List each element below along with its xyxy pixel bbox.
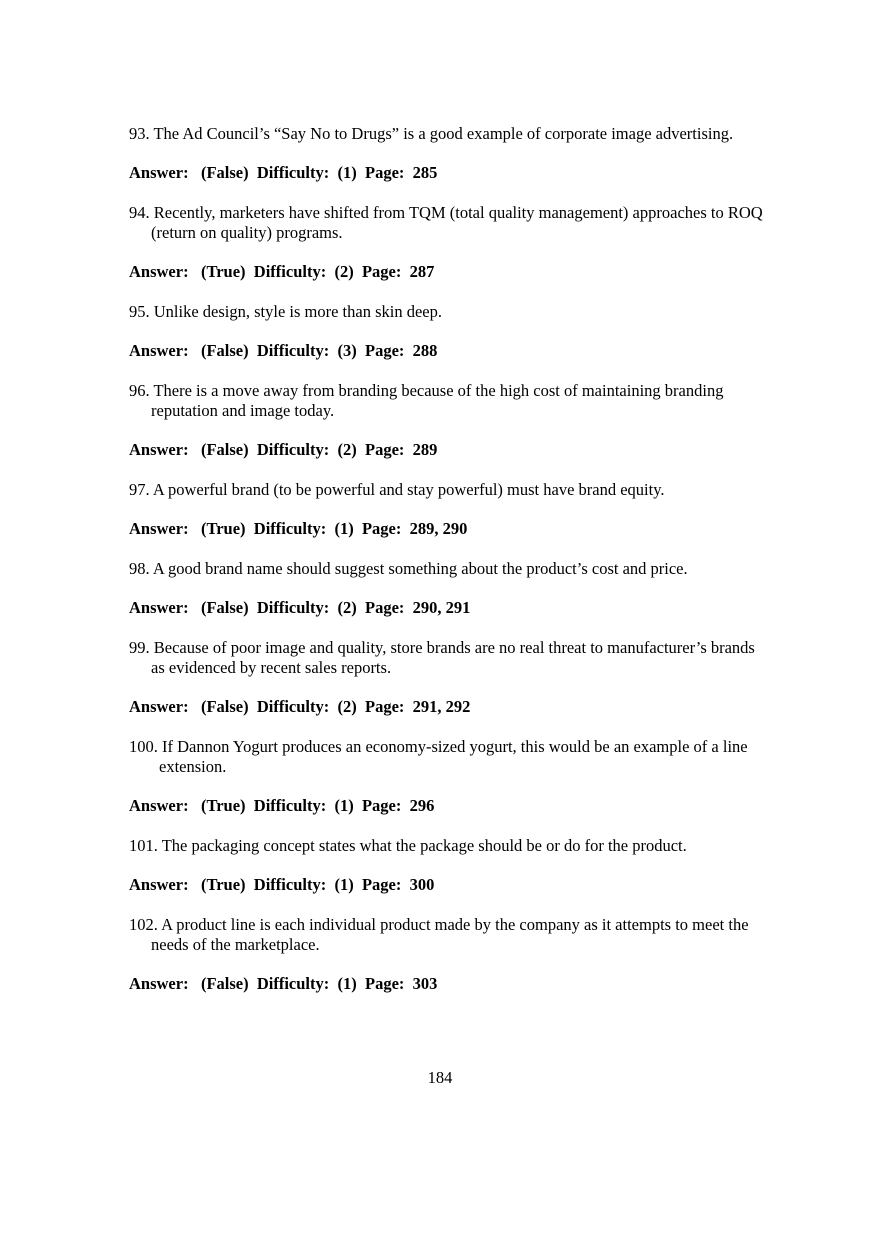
difficulty-value: (3): [337, 341, 357, 360]
difficulty-value: (2): [337, 697, 357, 716]
answer-label: Answer:: [129, 440, 189, 459]
question-text: 102. A product line is each individual product made by the company as it attempts to meet the needs of the marketplace.: [129, 915, 749, 954]
answer-value: (False): [200, 697, 249, 716]
page-label: Page:: [361, 262, 402, 281]
page-label: Page:: [365, 163, 405, 182]
page-label: Page:: [361, 875, 402, 894]
question-text: 100. If Dannon Yogurt produces an economy-sized yogurt, this would be an example of a line extension.: [129, 737, 748, 776]
difficulty-label: Difficulty:: [256, 974, 330, 993]
page-label: Page:: [365, 598, 405, 617]
answer-line: [129, 875, 769, 895]
difficulty-value: (2): [337, 598, 357, 617]
page-value: 289: [412, 440, 438, 459]
question-text: 95. Unlike design, style is more than skin deep.: [129, 302, 442, 321]
difficulty-label: Difficulty:: [256, 341, 330, 360]
answer-label: Answer:: [129, 875, 189, 894]
page-value: 287: [409, 262, 435, 281]
page-value: 291, 292: [412, 697, 471, 716]
answer-value: (False): [200, 440, 249, 459]
page-value: 300: [409, 875, 435, 894]
difficulty-label: Difficulty:: [256, 697, 330, 716]
answer-value: (True): [200, 796, 246, 815]
answer-label: Answer:: [129, 262, 189, 281]
question-text: 94. Recently, marketers have shifted from TQM (total quality management) approaches to ROQ (return on quality) programs.: [129, 203, 763, 242]
difficulty-value: (1): [337, 163, 357, 182]
answer-label: Answer:: [129, 796, 189, 815]
question-text: 101. The packaging concept states what the package should be or do for the product.: [129, 836, 687, 855]
page-value: 289, 290: [409, 519, 468, 538]
question-text: 99. Because of poor image and quality, store brands are no real threat to manufacturer’s brands as evidenced by recent sales reports.: [129, 638, 755, 677]
page-value: 290, 291: [412, 598, 471, 617]
page-label: Page:: [365, 440, 405, 459]
page-value: 296: [409, 796, 435, 815]
question-text: 98. A good brand name should suggest something about the product’s cost and price.: [129, 559, 688, 578]
answer-line: [129, 440, 769, 460]
page-label: Page:: [365, 341, 405, 360]
answer-line: [129, 341, 769, 361]
answer-line: [129, 262, 769, 282]
answer-line: [129, 697, 769, 717]
answer-label: Answer:: [129, 697, 189, 716]
difficulty-label: Difficulty:: [256, 440, 330, 459]
page-number: 184: [427, 1068, 453, 1087]
page-value: 303: [412, 974, 438, 993]
answer-line: [129, 598, 769, 618]
difficulty-label: Difficulty:: [256, 598, 330, 617]
difficulty-label: Difficulty:: [253, 875, 327, 894]
difficulty-value: (1): [337, 974, 357, 993]
answer-value: (False): [200, 341, 249, 360]
answer-label: Answer:: [129, 598, 189, 617]
question-list: [129, 124, 769, 1014]
difficulty-value: (1): [334, 796, 354, 815]
difficulty-value: (1): [334, 875, 354, 894]
answer-line: [129, 974, 769, 994]
answer-value: (True): [200, 875, 246, 894]
answer-line: [129, 163, 769, 183]
answer-value: (False): [200, 598, 249, 617]
answer-label: Answer:: [129, 163, 189, 182]
answer-value: (True): [200, 262, 246, 281]
page-value: 288: [412, 341, 438, 360]
difficulty-value: (2): [337, 440, 357, 459]
page-label: Page:: [365, 697, 405, 716]
question-text: 96. There is a move away from branding because of the high cost of maintaining branding reputation and image today.: [129, 381, 724, 420]
difficulty-value: (2): [334, 262, 354, 281]
answer-value: (False): [200, 163, 249, 182]
answer-value: (False): [200, 974, 249, 993]
page-label: Page:: [361, 519, 402, 538]
answer-line: [129, 519, 769, 539]
answer-label: Answer:: [129, 974, 189, 993]
difficulty-label: Difficulty:: [253, 796, 327, 815]
question-text: 97. A powerful brand (to be powerful and stay powerful) must have brand equity.: [129, 480, 665, 499]
difficulty-value: (1): [334, 519, 354, 538]
page-label: Page:: [365, 974, 405, 993]
answer-value: (True): [200, 519, 246, 538]
page-label: Page:: [361, 796, 402, 815]
difficulty-label: Difficulty:: [253, 519, 327, 538]
page-value: 285: [412, 163, 438, 182]
difficulty-label: Difficulty:: [256, 163, 330, 182]
question-text: 93. The Ad Council’s “Say No to Drugs” is a good example of corporate image advertising.: [129, 124, 734, 143]
answer-line: [129, 796, 769, 816]
difficulty-label: Difficulty:: [253, 262, 327, 281]
answer-label: Answer:: [129, 519, 189, 538]
answer-label: Answer:: [129, 341, 189, 360]
